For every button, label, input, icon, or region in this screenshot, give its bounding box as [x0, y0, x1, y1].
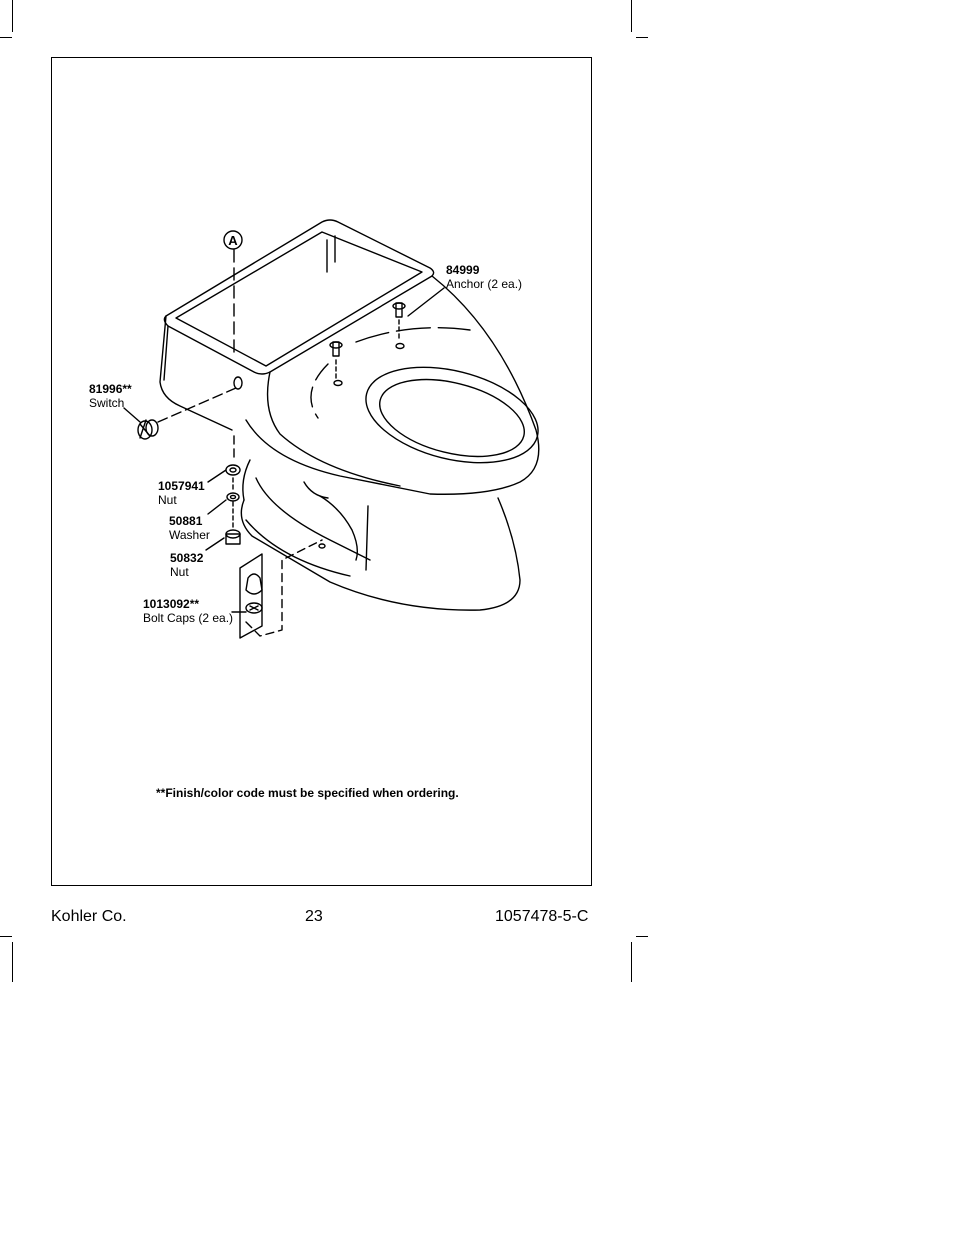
part-description: Nut: [170, 565, 189, 579]
bowl-opening: [356, 351, 548, 479]
part-number: 50881: [169, 514, 203, 528]
part-number: 1057941: [158, 479, 205, 493]
part-description: Bolt Caps (2 ea.): [143, 611, 234, 625]
view-marker-label: A: [228, 233, 238, 248]
part-number: 84999: [446, 263, 480, 277]
part-number: 81996**: [89, 382, 132, 396]
footer-company: Kohler Co.: [51, 908, 127, 925]
tank-front: [160, 316, 232, 430]
bowl-base: [241, 498, 520, 610]
part-description: Washer: [169, 528, 210, 542]
part-description: Switch: [89, 396, 125, 410]
tank-top-outline: [164, 220, 433, 374]
callout-nut-top: [158, 479, 205, 507]
part-description: Anchor (2 ea.): [446, 277, 523, 291]
ordering-note: **Finish/color code must be specified when ordering.: [156, 786, 459, 800]
part-description: Nut: [158, 493, 177, 507]
part-number: 50832: [170, 551, 204, 565]
callout-bolt-caps: [143, 597, 233, 625]
bolt-caps-card: [240, 554, 262, 638]
callout-switch: [89, 382, 132, 410]
footer-page-number: 23: [305, 908, 323, 925]
callout-washer: [169, 514, 210, 542]
footer-doc-number: 1057478-5-C: [495, 908, 589, 925]
callout-nut-bottom: [170, 551, 203, 579]
tank-recess: [176, 232, 422, 366]
part-number: 1013092**: [143, 597, 200, 611]
callout-anchor: [446, 263, 522, 291]
switch-part: [138, 420, 158, 439]
